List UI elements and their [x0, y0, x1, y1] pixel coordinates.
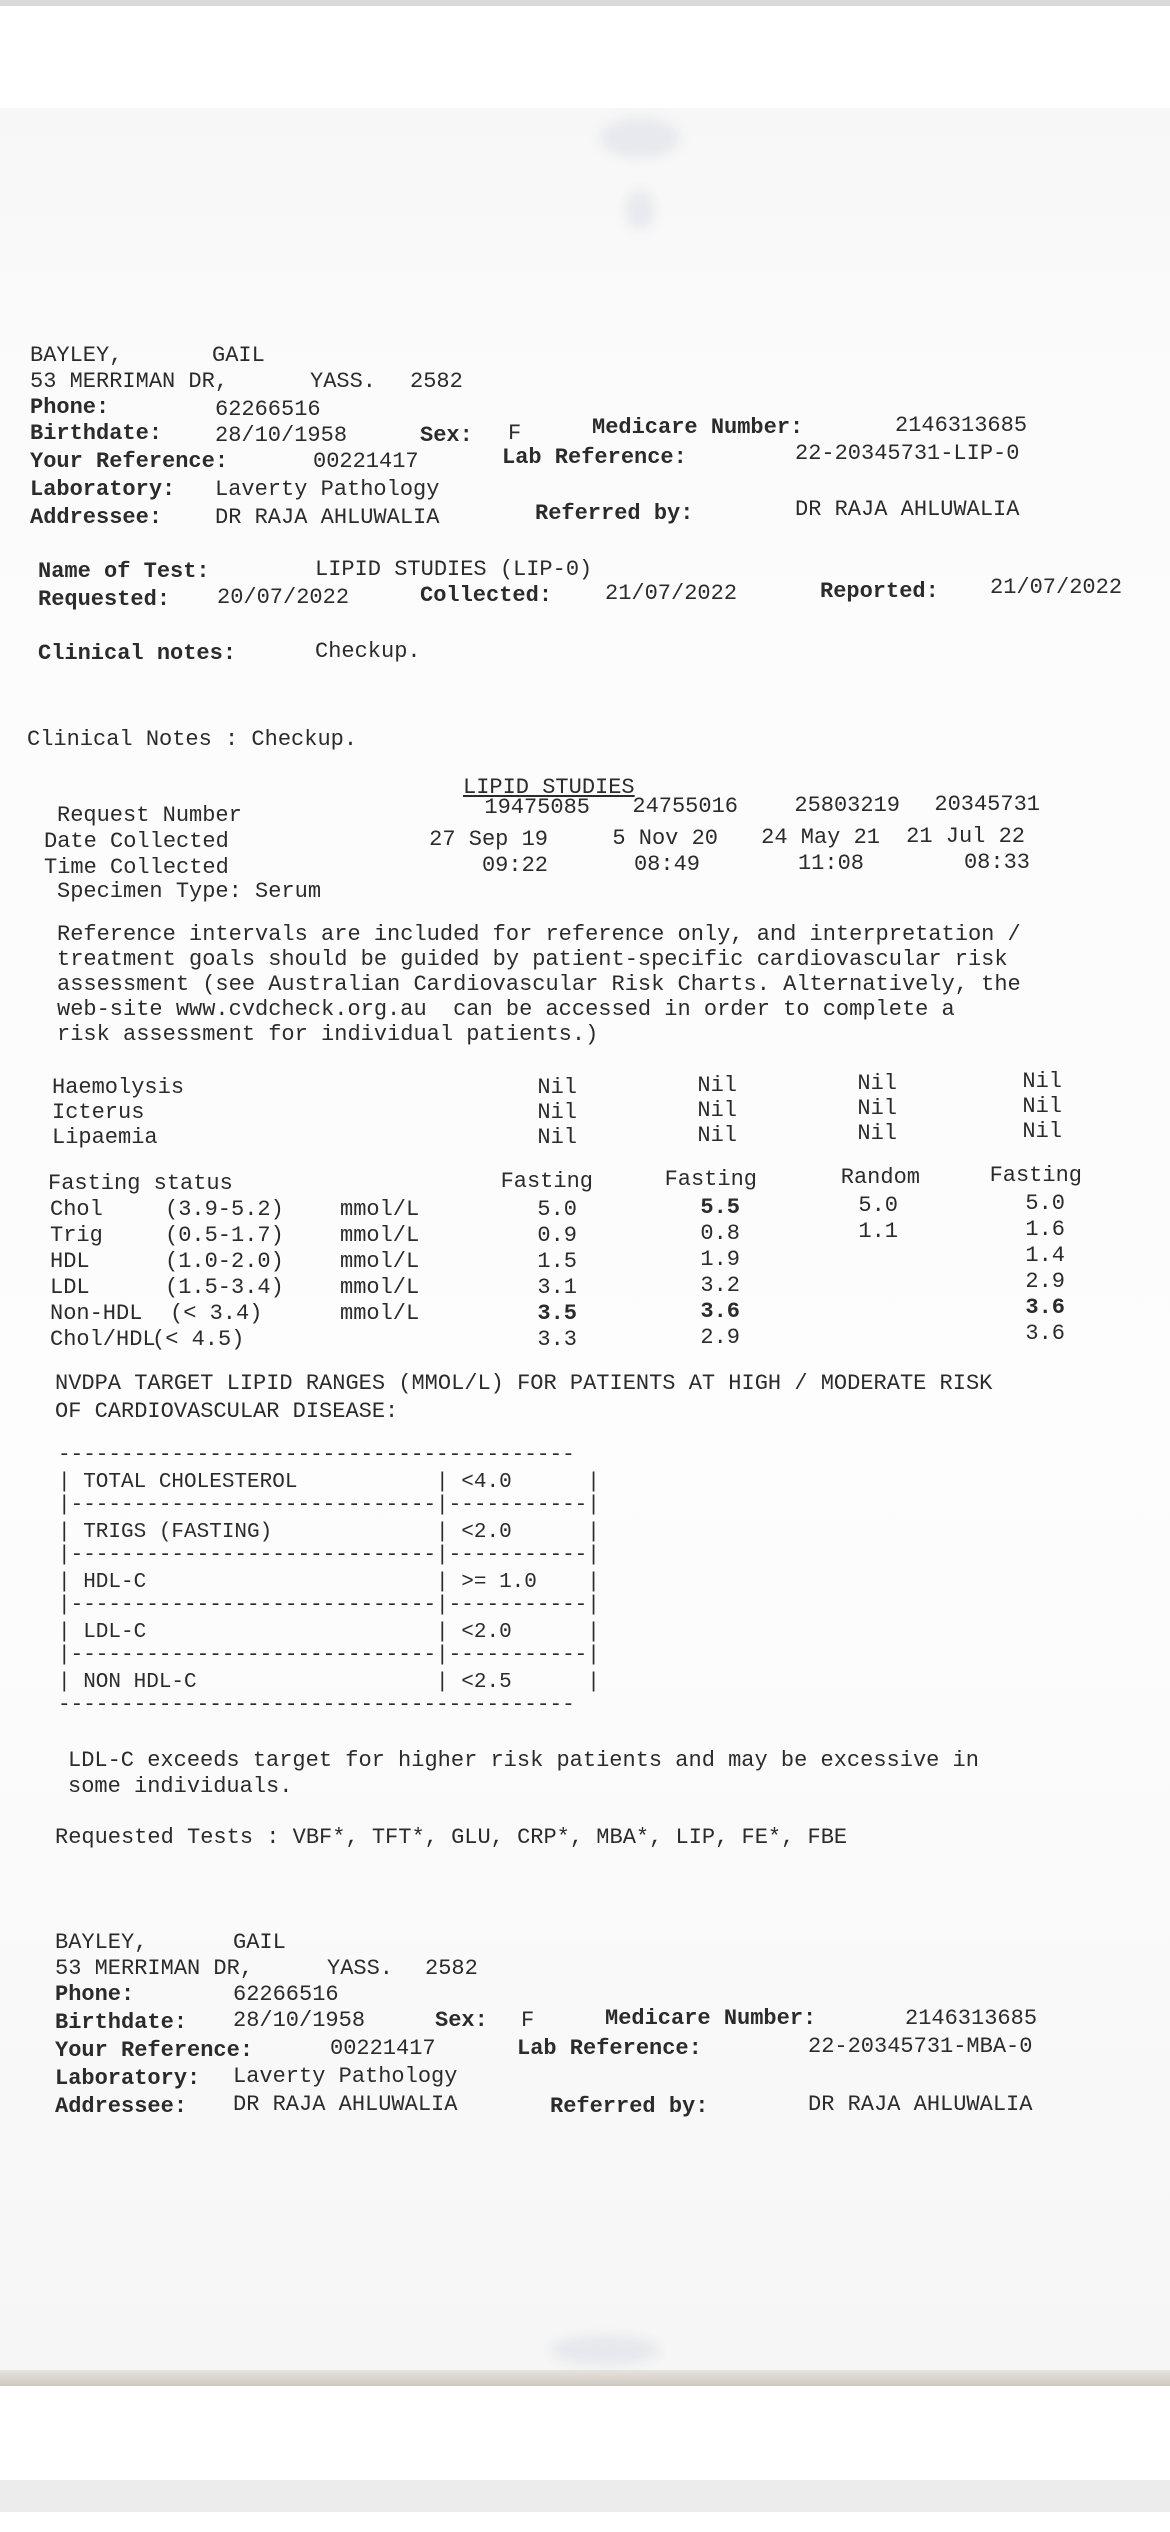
fasting-status: Random: [840, 1165, 920, 1190]
footer-birthdate-value: 28/10/1958: [233, 2008, 366, 2033]
lab-reference-value: 22-20345731-LIP-0: [795, 441, 1020, 466]
interference-value: Nil: [537, 1100, 577, 1125]
nvdpa-heading-line2: OF CARDIOVASCULAR DISEASE:: [55, 1399, 399, 1424]
result-unit: mmol/L: [340, 1275, 420, 1300]
nvdpa-box-line: | TOTAL CHOLESTEROL | <4.0 |: [58, 1471, 600, 1494]
time-collected-label: Time Collected: [44, 855, 229, 880]
sex-value: F: [508, 421, 522, 446]
ldl-comment-line1: LDL-C exceeds target for higher risk patients and may be excessive in: [68, 1748, 979, 1773]
result-value: 2.9: [1025, 1269, 1065, 1294]
result-value: 5.0: [537, 1197, 577, 1222]
your-reference-value: 00221417: [313, 449, 419, 474]
medicare-label: Medicare Number:: [592, 415, 804, 440]
request-number: 24755016: [632, 794, 738, 819]
test-name-label: Name of Test:: [38, 559, 210, 584]
collected-value: 21/07/2022: [605, 581, 738, 606]
footer-postcode: 2582: [425, 1956, 478, 1981]
requested-label: Requested:: [38, 587, 171, 612]
interference-value: Nil: [1022, 1119, 1062, 1144]
fasting-status: Fasting: [664, 1167, 757, 1192]
referred-by-label: Referred by:: [535, 501, 694, 526]
phone-label: Phone:: [30, 395, 110, 420]
result-range: (< 4.5): [152, 1327, 245, 1352]
result-value: 5.0: [1025, 1191, 1065, 1216]
result-value: 1.5: [537, 1249, 577, 1274]
result-value: 0.8: [700, 1221, 740, 1246]
interference-value: Nil: [537, 1075, 577, 1100]
paper-smudge-2: [625, 190, 655, 230]
result-value: 2.9: [700, 1325, 740, 1350]
result-value: 3.3: [537, 1327, 577, 1352]
footer-your-reference-value: 00221417: [330, 2036, 436, 2061]
patient-town: YASS.: [310, 369, 377, 394]
result-value: 5.5: [700, 1195, 740, 1220]
result-unit: mmol/L: [340, 1223, 420, 1248]
reference-note-line: web-site www.cvdcheck.org.au can be accessed in order to complete a: [57, 997, 955, 1022]
nvdpa-box-line: |-----------------------------|-----------|: [58, 1494, 600, 1517]
result-unit: mmol/L: [340, 1301, 420, 1326]
interference-value: Nil: [697, 1073, 737, 1098]
footer-town: YASS.: [327, 1956, 394, 1981]
footer-referred-by-value: DR RAJA AHLUWALIA: [808, 2092, 1033, 2117]
request-number: 25803219: [794, 793, 900, 818]
nvdpa-box-line: -----------------------------------------: [58, 1694, 575, 1717]
laboratory-value: Laverty Pathology: [215, 477, 440, 502]
test-name-value: LIPID STUDIES (LIP-0): [315, 557, 593, 582]
nvdpa-box-line: -----------------------------------------: [58, 1444, 575, 1467]
date-collected-label: Date Collected: [44, 829, 229, 854]
nvdpa-box-line: | LDL-C | <2.0 |: [58, 1621, 600, 1644]
addressee-label: Addressee:: [30, 505, 163, 530]
result-range: (1.0-2.0): [165, 1249, 284, 1274]
nvdpa-box-line: | HDL-C | >= 1.0 |: [58, 1571, 600, 1594]
lab-reference-label: Lab Reference:: [502, 445, 687, 470]
footer-medicare-value: 2146313685: [905, 2006, 1038, 2031]
interference-value: Nil: [857, 1071, 897, 1096]
lipid-studies-heading: LIPID STUDIES: [463, 775, 635, 800]
footer-addressee-label: Addressee:: [55, 2094, 188, 2119]
footer-phone-value: 62266516: [233, 1982, 339, 2007]
patient-address: 53 MERRIMAN DR,: [30, 369, 229, 394]
interference-value: Nil: [697, 1098, 737, 1123]
footer-medicare-label: Medicare Number:: [605, 2006, 817, 2031]
reference-note-line: assessment (see Australian Cardiovascular Risk Charts. Alternatively, the: [57, 972, 1021, 997]
date-collected: 5 Nov 20: [612, 826, 718, 851]
addressee-value: DR RAJA AHLUWALIA: [215, 505, 440, 530]
request-number: 19475085: [484, 795, 590, 820]
result-value: 1.4: [1025, 1243, 1065, 1268]
clinical-notes-label: Clinical notes:: [38, 641, 237, 666]
interference-value: Nil: [1022, 1069, 1062, 1094]
footer-your-reference-label: Your Reference:: [55, 2038, 254, 2063]
result-value: 3.1: [537, 1275, 577, 1300]
reference-note-line: treatment goals should be guided by patient-specific cardiovascular risk: [57, 947, 1008, 972]
interference-value: Nil: [537, 1125, 577, 1150]
referred-by-value: DR RAJA AHLUWALIA: [795, 497, 1020, 522]
result-value: 1.1: [858, 1219, 898, 1244]
interference-value: Nil: [857, 1121, 897, 1146]
request-number-label: Request Number: [57, 803, 242, 828]
time-collected: 09:22: [481, 853, 548, 878]
ldl-comment-line2: some individuals.: [68, 1774, 293, 1799]
result-name: Chol/HDL: [50, 1327, 156, 1352]
nvdpa-heading-line1: NVDPA TARGET LIPID RANGES (MMOL/L) FOR PATIENTS AT HIGH / MODERATE RISK: [55, 1371, 993, 1396]
nvdpa-box-line: | TRIGS (FASTING) | <2.0 |: [58, 1521, 600, 1544]
result-value: 1.9: [700, 1247, 740, 1272]
interference-name: Haemolysis: [52, 1075, 185, 1100]
sex-label: Sex:: [420, 423, 473, 448]
patient-postcode: 2582: [410, 369, 463, 394]
reference-note-line: risk assessment for individual patients.): [57, 1022, 599, 1047]
requested-tests: Requested Tests : VBF*, TFT*, GLU, CRP*, MBA*, LIP, FE*, FBE: [55, 1825, 848, 1850]
fasting-status-label: Fasting status: [48, 1171, 233, 1196]
fasting-status: Fasting: [500, 1169, 593, 1194]
result-name: HDL: [50, 1249, 90, 1274]
result-value: 5.0: [858, 1193, 898, 1218]
result-name: Non-HDL: [50, 1301, 143, 1326]
paper-smudge-3: [550, 2335, 660, 2365]
patient-given-name: GAIL: [212, 343, 265, 368]
nvdpa-box-line: |-----------------------------|-----------|: [58, 1544, 600, 1567]
phone-value: 62266516: [215, 397, 321, 422]
birthdate-value: 28/10/1958: [215, 423, 348, 448]
result-value: 0.9: [537, 1223, 577, 1248]
result-unit: mmol/L: [340, 1249, 420, 1274]
requested-value: 20/07/2022: [217, 585, 350, 610]
result-range: (3.9-5.2): [165, 1197, 284, 1222]
nvdpa-box-line: |-----------------------------|-----------|: [58, 1644, 600, 1667]
medicare-value: 2146313685: [895, 413, 1028, 438]
nvdpa-box-line: |-----------------------------|-----------|: [58, 1594, 600, 1617]
footer-address: 53 MERRIMAN DR,: [55, 1956, 254, 1981]
footer-lab-reference-value: 22-20345731-MBA-0: [808, 2034, 1033, 2059]
fasting-status: Fasting: [989, 1163, 1082, 1188]
date-collected: 27 Sep 19: [429, 827, 548, 852]
result-value: 3.6: [1025, 1321, 1065, 1346]
time-collected: 08:49: [633, 852, 700, 877]
your-reference-label: Your Reference:: [30, 449, 229, 474]
result-range: (< 3.4): [170, 1301, 263, 1326]
clinical-notes-value: Checkup.: [315, 639, 421, 664]
time-collected: 08:33: [963, 850, 1030, 875]
reference-note-line: Reference intervals are included for reference only, and interpretation /: [57, 922, 1021, 947]
interference-value: Nil: [1022, 1094, 1062, 1119]
reported-value: 21/07/2022: [990, 575, 1123, 600]
footer-phone-label: Phone:: [55, 1982, 135, 2007]
footer-laboratory-value: Laverty Pathology: [233, 2064, 458, 2089]
date-collected: 24 May 21: [761, 825, 880, 850]
reported-label: Reported:: [820, 579, 939, 604]
specimen-type: Specimen Type: Serum: [57, 879, 322, 904]
bottom-edge: [0, 2480, 1170, 2512]
result-value: 3.6: [700, 1299, 740, 1324]
result-value: 3.5: [537, 1301, 577, 1326]
collected-label: Collected:: [420, 583, 553, 608]
paper-bottom-edge: [0, 2370, 1170, 2386]
result-unit: mmol/L: [340, 1197, 420, 1222]
birthdate-label: Birthdate:: [30, 421, 163, 446]
footer-sex-label: Sex:: [435, 2008, 488, 2033]
result-range: (1.5-3.4): [165, 1275, 284, 1300]
interference-name: Icterus: [52, 1100, 145, 1125]
footer-laboratory-label: Laboratory:: [55, 2066, 201, 2091]
footer-surname: BAYLEY,: [55, 1930, 148, 1955]
footer-sex-value: F: [521, 2008, 535, 2033]
result-value: 3.2: [700, 1273, 740, 1298]
date-collected: 21 Jul 22: [906, 824, 1025, 849]
laboratory-label: Laboratory:: [30, 477, 176, 502]
interference-value: Nil: [857, 1096, 897, 1121]
footer-given-name: GAIL: [233, 1930, 286, 1955]
paper-smudge: [600, 118, 680, 158]
result-name: Chol: [50, 1197, 103, 1222]
patient-surname: BAYLEY,: [30, 343, 123, 368]
footer-birthdate-label: Birthdate:: [55, 2010, 188, 2035]
request-number: 20345731: [934, 792, 1040, 817]
interference-name: Lipaemia: [52, 1125, 158, 1150]
interference-value: Nil: [697, 1123, 737, 1148]
result-value: 1.6: [1025, 1217, 1065, 1242]
top-edge: [0, 0, 1170, 6]
result-range: (0.5-1.7): [165, 1223, 284, 1248]
clinical-notes-line: Clinical Notes : Checkup.: [27, 727, 358, 752]
footer-referred-by-label: Referred by:: [550, 2094, 709, 2119]
result-name: Trig: [50, 1223, 103, 1248]
time-collected: 11:08: [797, 851, 864, 876]
footer-lab-reference-label: Lab Reference:: [517, 2036, 702, 2061]
nvdpa-box-line: | NON HDL-C | <2.5 |: [58, 1671, 600, 1694]
result-value: 3.6: [1025, 1295, 1065, 1320]
result-name: LDL: [50, 1275, 90, 1300]
footer-addressee-value: DR RAJA AHLUWALIA: [233, 2092, 458, 2117]
